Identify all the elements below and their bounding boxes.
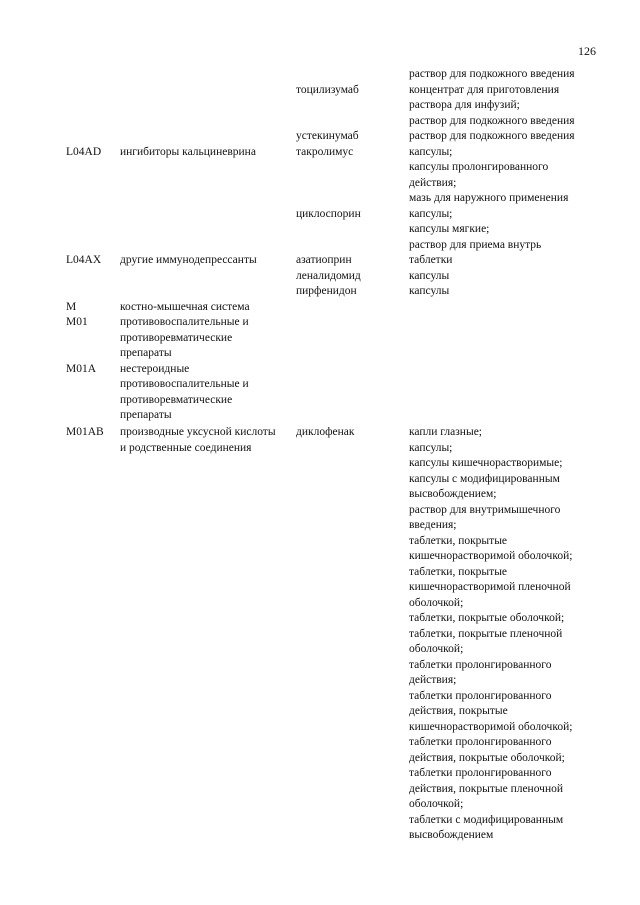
dosage-form: действия, покрытые (409, 705, 508, 717)
atc-code: L04AX (66, 254, 102, 266)
dosage-form: капсулы; (409, 145, 453, 158)
dosage-form: оболочкой; (409, 798, 464, 810)
dosage-form: капсулы; (409, 207, 453, 220)
atc-group: препараты (120, 347, 172, 359)
dosage-form: капсулы (409, 285, 450, 297)
dosage-form: таблетки, покрытые пленочной (409, 627, 563, 640)
atc-group: противоревматические (120, 331, 233, 344)
dosage-form: капсулы пролонгированного (409, 161, 549, 173)
dosage-form: раствор для подкожного введения (409, 114, 575, 127)
dosage-form: раствор для приема внутрь (409, 238, 542, 251)
dosage-form: действия, покрытые пленочной (409, 782, 564, 795)
dosage-form: таблетки с модифицированным (409, 813, 564, 826)
dosage-form: действия, покрытые оболочкой; (409, 751, 565, 764)
atc-group: другие иммунодепрессанты (120, 254, 257, 266)
dosage-form: введения; (409, 519, 457, 531)
dosage-form: капли глазные; (409, 426, 482, 438)
atc-group: производные уксусной кислоты (120, 426, 276, 438)
dosage-form: высвобождением (409, 829, 494, 841)
drug-name: азатиоприн (296, 254, 352, 266)
atc-code: M (66, 300, 77, 313)
dosage-form: кишечнорастворимой оболочкой; (409, 550, 573, 562)
atc-code: M01 (66, 316, 88, 328)
drug-name: леналидомид (296, 269, 361, 282)
dosage-form: концентрат для приготовления (409, 83, 560, 96)
dosage-form: раствор для внутримышечного (409, 503, 561, 516)
dosage-form: таблетки, покрытые (409, 534, 508, 547)
dosage-form: раствор для подкожного введения (409, 130, 575, 142)
atc-code: L04AD (66, 145, 102, 158)
dosage-form: кишечнорастворимой пленочной (409, 581, 571, 593)
dosage-form: капсулы (409, 269, 450, 282)
dosage-form: капсулы с модифицированным (409, 472, 560, 485)
dosage-form: мазь для наружного применения (409, 192, 569, 204)
atc-group: препараты (120, 409, 172, 421)
dosage-form: действия; (409, 176, 457, 189)
dosage-form: таблетки пролонгированного (409, 736, 552, 748)
atc-group: костно-мышечная система (120, 300, 250, 313)
drug-name: циклоспорин (296, 207, 361, 220)
dosage-form: таблетки пролонгированного (409, 658, 552, 671)
drug-name: диклофенак (296, 426, 355, 438)
dosage-form: таблетки, покрытые оболочкой; (409, 612, 565, 624)
drug-name: тоцилизумаб (296, 83, 359, 96)
drug-name: пирфенидон (296, 285, 357, 297)
dosage-form: капсулы кишечнорастворимые; (409, 457, 563, 469)
atc-group: ингибиторы кальциневрина (120, 145, 256, 158)
dosage-form: высвобождением; (409, 488, 497, 500)
atc-group: и родственные соединения (120, 441, 252, 454)
drug-name: устекинумаб (296, 130, 359, 142)
dosage-form: оболочкой; (409, 596, 464, 609)
page-number: 126 (578, 44, 596, 58)
drug-name: такролимус (296, 145, 354, 158)
atc-group: противовоспалительные и (120, 378, 249, 390)
dosage-form: кишечнорастворимой оболочкой; (409, 720, 573, 733)
atc-group: противовоспалительные и (120, 316, 249, 328)
dosage-form: таблетки пролонгированного (409, 767, 552, 779)
dosage-form: таблетки (409, 254, 453, 266)
atc-code: M01A (66, 362, 97, 375)
atc-group: нестероидные (120, 362, 190, 375)
dosage-form: действия; (409, 674, 457, 686)
dosage-form: оболочкой; (409, 643, 464, 655)
dosage-form: таблетки пролонгированного (409, 689, 552, 702)
dosage-form: таблетки, покрытые (409, 565, 508, 578)
atc-group: противоревматические (120, 393, 233, 406)
dosage-form: капсулы мягкие; (409, 223, 490, 235)
dosage-form: капсулы; (409, 441, 453, 454)
dosage-form: раствора для инфузий; (409, 99, 520, 111)
atc-code: M01AB (66, 426, 104, 438)
dosage-form: раствор для подкожного введения (409, 68, 575, 80)
